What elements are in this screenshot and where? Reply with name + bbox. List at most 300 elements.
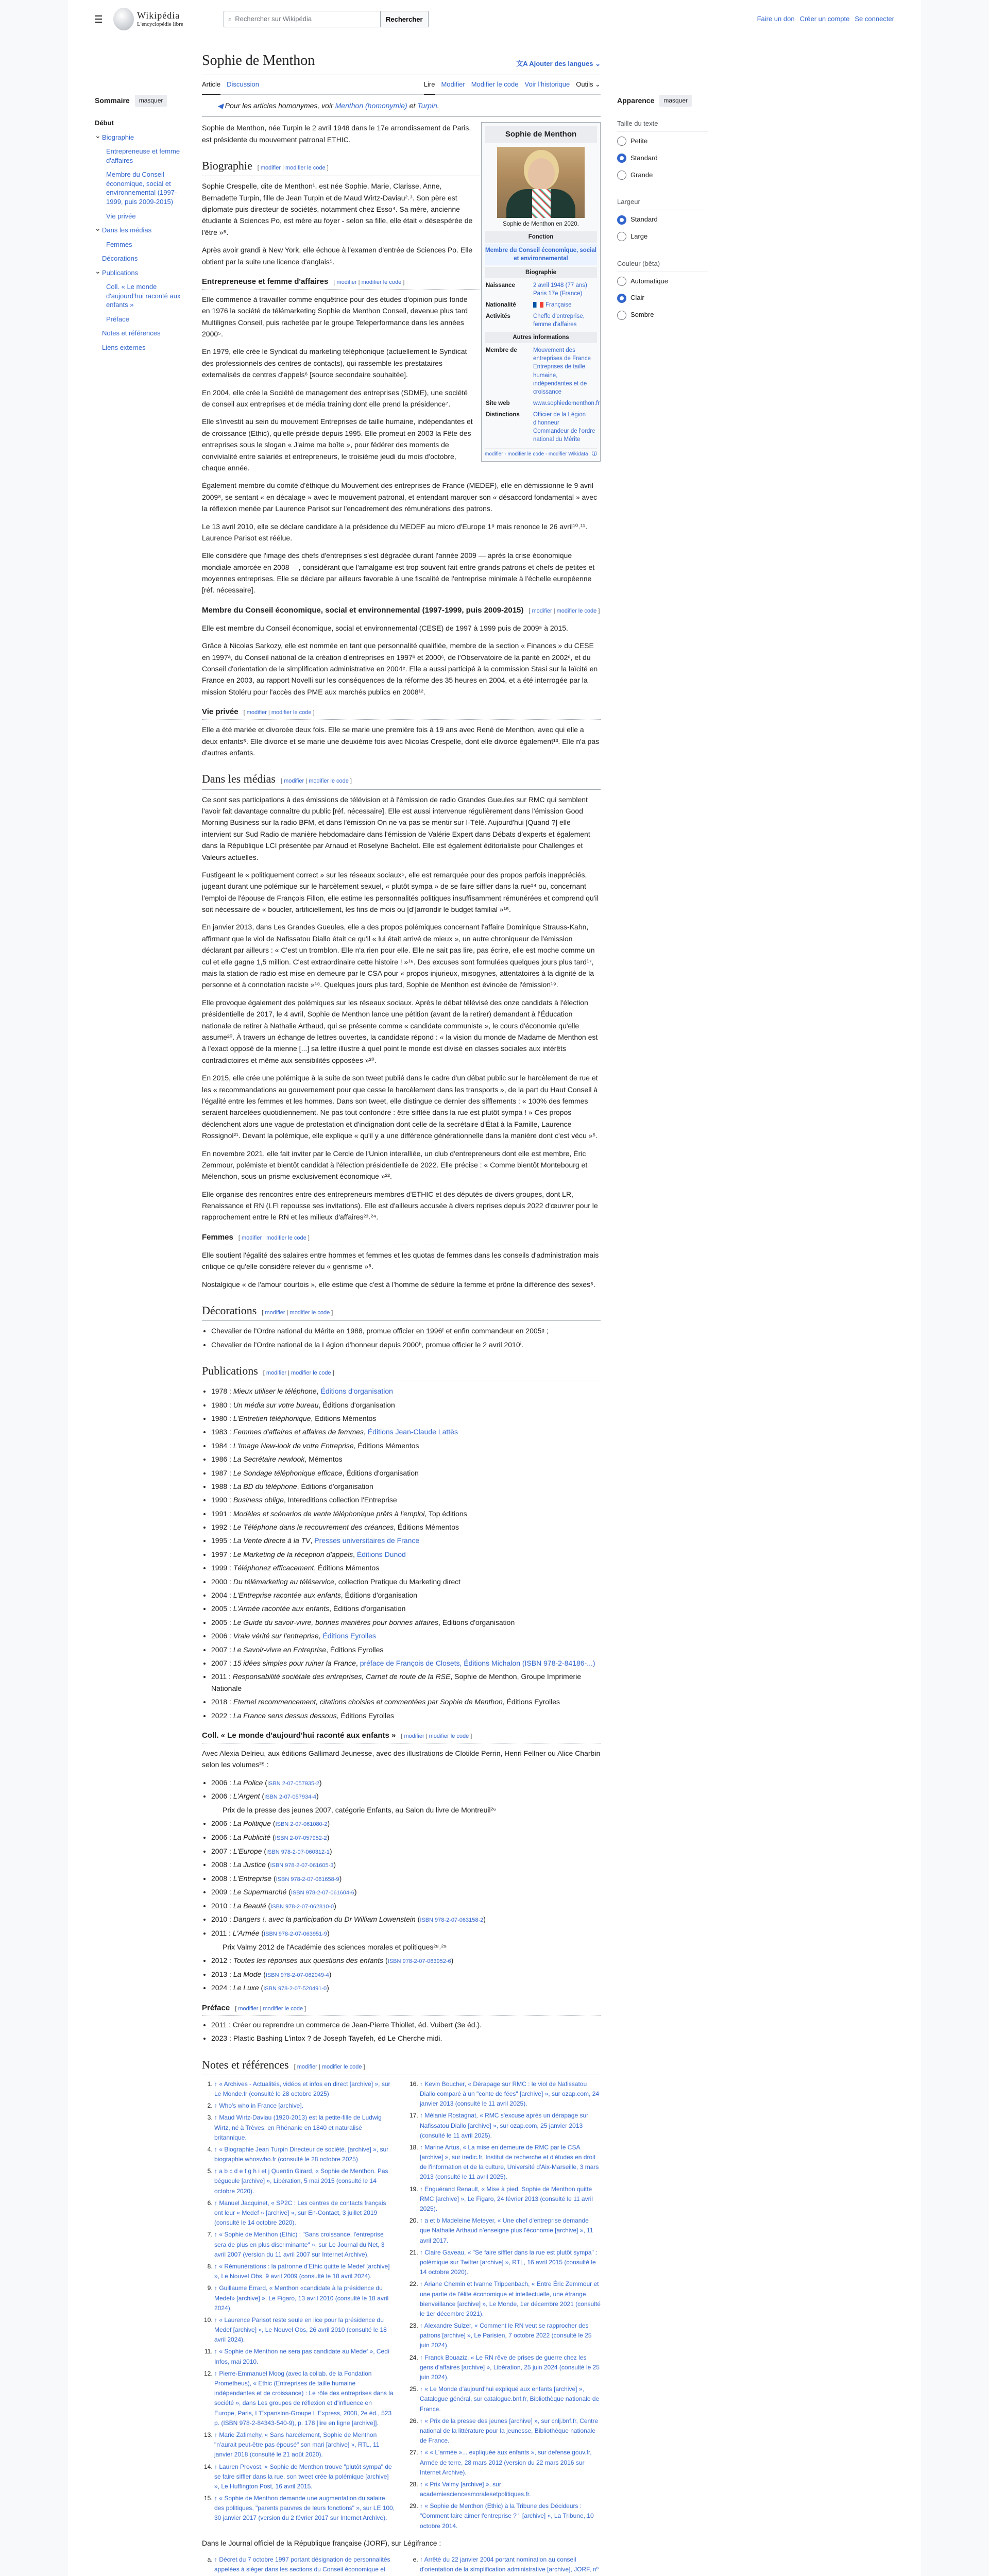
toc-link[interactable]: Publications bbox=[102, 268, 139, 277]
infobox-row bbox=[485, 409, 597, 445]
publication-item: • 1990 : Business oblige, Intereditions collection l'Entreprise bbox=[211, 1494, 601, 1505]
reference-item bbox=[420, 2448, 601, 2478]
references-list bbox=[202, 2555, 601, 2576]
isbn-link[interactable]: ISBN 978-2-07-063952-6 bbox=[387, 1958, 451, 1965]
infobox-value-link[interactable]: www.sophiedementhon.fr bbox=[533, 400, 600, 406]
radio-label: Standard bbox=[630, 154, 658, 162]
book-title: Toutes les réponses aux questions des enfants bbox=[233, 1956, 384, 1965]
publication-title: Le Savoir-vivre en Entreprise bbox=[233, 1645, 327, 1654]
portrait-photo[interactable] bbox=[497, 147, 585, 218]
edit-link[interactable]: modifier bbox=[284, 778, 304, 785]
edit-link[interactable]: modifier bbox=[265, 1310, 285, 1316]
collection-item: • 2008 : L'Entreprise (ISBN 978-2-07-061658-9) bbox=[211, 1873, 601, 1885]
isbn-link[interactable]: ISBN 2-07-057952-2 bbox=[275, 1835, 327, 1841]
edit-source-link[interactable]: modifier le code bbox=[291, 1370, 331, 1376]
publication-item: • 2005 : L'Armée racontée aux enfants, Éditions d'organisation bbox=[211, 1603, 601, 1614]
login-link[interactable]: Se connecter bbox=[855, 14, 894, 23]
main-menu-icon[interactable] bbox=[95, 15, 105, 23]
toc-link[interactable]: Vie privée bbox=[106, 212, 136, 220]
reference-link[interactable]: ↑ Lauren Provost, « Sophie de Menthon trouve "plutôt sympa" de se faire siffler dans la rue, son tweet crée la polémique [archive] », Le Huffington Post, 16 avril 2015. bbox=[214, 2463, 392, 2490]
appearance-group-label: Couleur (bêta) bbox=[617, 259, 708, 272]
reference-link[interactable]: ↑ « Sophie de Menthon (Ethic) : "Sans croissance, l'entreprise sera de plus en plus discriminante" », sur Le Journal du Net, 3 avril 2007 (version du 11 avril 2007 sur Internet Archive). bbox=[214, 2231, 385, 2258]
reference-link[interactable]: ↑ « Sophie de Menthon demande une augmentation du salaire des politiques, "parents pauvres de leurs fonctions" », sur LE 100, 30 janvier 2017 (version du 2 février 2017 sur Internet Archive). bbox=[214, 2495, 395, 2522]
publication-item: • 2022 : La France sens dessus dessous, Éditions Eyrolles bbox=[211, 1710, 601, 1721]
reference-link[interactable]: ↑ Maud Wirtz-Daviau (1920-2013) est la petite-fille de Ludwig Wirtz, né à Trèves, en Rhénanie en 1840 et naturalisé britannique. bbox=[214, 2114, 382, 2141]
appearance-option[interactable] bbox=[617, 170, 708, 181]
publication-publisher[interactable]: Éditions Jean-Claude Lattès bbox=[367, 1428, 458, 1436]
radio-button[interactable] bbox=[617, 294, 626, 303]
homonymie-link[interactable]: Menthon (homonymie) bbox=[335, 101, 407, 110]
tab-edit-source[interactable]: Modifier le code bbox=[471, 80, 519, 88]
publication-publisher: collection Pratique du Marketing direct bbox=[338, 1577, 461, 1586]
section-edit-links: [ modifier | modifier le code ] bbox=[263, 1370, 334, 1376]
publication-title: La Vente directe à la TV bbox=[233, 1536, 311, 1545]
edit-source-link[interactable]: modifier le code bbox=[289, 1310, 330, 1316]
edit-link[interactable]: modifier bbox=[266, 1370, 287, 1376]
paragraph: Elle commence à travailler comme enquêtrice pour des études d'opinion puis fonde en 1976 la société de télémarketing Sophie de Menthon Conseil, devenue plus tard Multilignes Conseil, puis rachetée par le groupe Teleperformance dans les années 2000⁵. bbox=[202, 295, 468, 338]
edit-source-link[interactable]: modifier le code bbox=[556, 607, 597, 614]
edit-source-link[interactable]: modifier le code bbox=[263, 2005, 303, 2012]
reference-link[interactable]: ↑ a b c d e f g h i et j Quentin Girard, « Sophie de Menthon. Pas bégueule [archive] », Libération, 5 mai 2015 (consulté le 14 octobre 2020). bbox=[214, 2167, 388, 2195]
reference-item bbox=[420, 2353, 601, 2383]
add-languages-button[interactable]: 文A Ajouter des langues ⌄ bbox=[516, 60, 601, 67]
reference-item bbox=[214, 2198, 395, 2228]
reference-link[interactable]: ↑ « Prix Valmy [archive] », sur academiesciencesmoralesetpolitiques.fr. bbox=[420, 2480, 531, 2498]
tab-edit[interactable]: Modifier bbox=[441, 80, 465, 88]
book-title: L'Argent bbox=[233, 1792, 260, 1801]
book-title: Le Supermarché bbox=[233, 1888, 287, 1896]
radio-label: Grande bbox=[630, 171, 653, 179]
publication-item: • 2005 : Le Guide du savoir-vivre, bonnes manières pour bonnes affaires, Éditions d'organisation bbox=[211, 1617, 601, 1628]
publication-item: • 1995 : La Vente directe à la TV, Presses universitaires de France bbox=[211, 1535, 601, 1546]
publication-item: • 1980 : Un média sur votre bureau, Éditions d'organisation bbox=[211, 1399, 601, 1411]
logo-title: Wikipédia bbox=[137, 10, 180, 21]
donate-link[interactable]: Faire un don bbox=[757, 14, 795, 23]
toc-item[interactable] bbox=[95, 268, 185, 278]
edit-link[interactable]: modifier bbox=[336, 279, 357, 285]
reference-link[interactable]: ↑ Claire Gaveau, « "Se faire siffler dans la rue est plutôt sympa" : polémique sur Twitter [archive] », RTL, 16 avril 2015 (consulté le 14 octobre 2020). bbox=[420, 2248, 598, 2276]
infobox-key: Membre de bbox=[486, 347, 517, 354]
section-heading-text: Entrepreneuse et femme d'affaires bbox=[202, 277, 329, 286]
disambiguation-icon: ◀ bbox=[217, 101, 225, 110]
infobox-value[interactable] bbox=[533, 312, 596, 329]
publication-item: • 2006 : Vraie vérité sur l'entreprise, Éditions Eyrolles bbox=[211, 1630, 601, 1641]
publication-publisher: Sophie de Menthon, Groupe Imprimerie Nationale bbox=[211, 1672, 582, 1692]
infobox-key: Nationalité bbox=[486, 301, 516, 308]
toc-hide-button[interactable]: masquer bbox=[135, 95, 167, 107]
reference-item bbox=[214, 2430, 395, 2460]
publication-item: • 1983 : Femmes d'affaires et affaires de femmes, Éditions Jean-Claude Lattès bbox=[211, 1426, 601, 1437]
heading-vie-privee bbox=[202, 706, 601, 720]
heading-preface bbox=[202, 2002, 601, 2016]
toc-item[interactable] bbox=[95, 282, 185, 310]
infobox-value-link[interactable]: Paris 17e (France) bbox=[533, 290, 583, 297]
reference-link[interactable]: ↑ « « L'armée »... expliquée aux enfants », sur defense.gouv.fr, Armée de terre, 28 mars 2012 (version du 22 mars 2016 sur Internet Archive). bbox=[420, 2449, 592, 2476]
reference-item bbox=[420, 2216, 601, 2246]
book-title: La Mode bbox=[233, 1970, 262, 1978]
toc-item[interactable] bbox=[95, 240, 185, 249]
edit-link[interactable]: modifier bbox=[532, 607, 552, 614]
section-edit-links: [ modifier | modifier le code ] bbox=[528, 607, 600, 614]
publication-title: La Secrétaire newlook bbox=[233, 1455, 305, 1464]
book-title: Dangers !, avec la participation du Dr William Lowenstein bbox=[233, 1915, 416, 1924]
edit-source-link[interactable]: modifier le code bbox=[266, 1234, 306, 1241]
turpin-link[interactable]: Turpin bbox=[417, 101, 437, 110]
publication-item: • 2007 : 15 idées simples pour ruiner la France, préface de François de Closets, Éditions Michalon (ISBN 978-2-84186-...) bbox=[211, 1657, 601, 1669]
edit-source-link[interactable]: modifier le code bbox=[321, 2063, 362, 2070]
edit-link[interactable]: modifier bbox=[297, 2063, 317, 2070]
radio-button[interactable] bbox=[617, 311, 626, 320]
isbn-link[interactable]: ISBN 978-2-07-063158-2 bbox=[420, 1917, 484, 1924]
publication-title: Du télémarketing au téléservice bbox=[233, 1577, 334, 1586]
appearance-hide-button[interactable]: masquer bbox=[659, 95, 692, 107]
publication-item: • 1980 : L'Entretien téléphonique, Éditions Mémentos bbox=[211, 1413, 601, 1424]
appearance-title: Apparence bbox=[617, 96, 655, 105]
preface-item: • 2011 : Créer ou reprendre un commerce de Jean-Pierre Thiollet, éd. Vuibert (3e éd.). bbox=[211, 2019, 601, 2030]
edit-link[interactable]: modifier bbox=[242, 1234, 262, 1241]
radio-button[interactable] bbox=[617, 154, 626, 163]
publication-item: • 1992 : Le Téléphone dans le recouvrement des créances, Éditions Mémentos bbox=[211, 1521, 601, 1533]
infobox-value[interactable] bbox=[533, 301, 572, 309]
reference-item bbox=[420, 2184, 601, 2214]
section-edit-links: [ modifier | modifier le code ] bbox=[401, 1733, 472, 1739]
publication-title: L'Image New-look de votre Entreprise bbox=[233, 1441, 354, 1450]
paragraph: En 1979, elle crée le Syndicat du marketing téléphonique (actuellement le Syndicat des professionnels des centres de contacts), qui rassemble les prestataires externalisés de centres d'appels⁶ [source secondaire souhaitée]. bbox=[202, 347, 467, 379]
paragraph: Elle organise des rencontres entre des entrepreneurs membres d'ETHIC et des députés de divers groupes, dont LR, Renaissance et RN (LFI repousse ses invitations). Elle est d'ailleurs accusée à divers reprises depuis 2022 d'œuvrer pour le rapprochement entre le RN et les milieux d'affaires²³˒²⁴. bbox=[202, 1190, 598, 1222]
appearance-option[interactable] bbox=[617, 293, 708, 303]
radio-button[interactable] bbox=[617, 137, 626, 146]
toc-link[interactable]: Dans les médias bbox=[102, 226, 152, 234]
infobox-value-link[interactable]: Française bbox=[545, 301, 572, 308]
tab-read[interactable]: Lire bbox=[424, 75, 435, 94]
appearance-option[interactable] bbox=[617, 231, 708, 242]
paragraph: En novembre 2021, elle fait inviter par le Cercle de l'Union interalliée, un club d'entrepreneurs dont elle est membre, Éric Zemmour, polémiste et bientôt candidat à l'élection présidentielle de 2022. Elle précise : « Comme bientôt Montebourg et Mélenchon, sous un prisme exclusivement économique »²². bbox=[202, 1149, 588, 1181]
toc-link[interactable]: Femmes bbox=[106, 240, 132, 248]
reference-item bbox=[420, 2111, 601, 2141]
paragraph: En janvier 2013, dans Les Grandes Gueules, elle a des propos polémiques concernant l'affaire Dominique Strauss-Kahn, affirmant que le viol de Nafissatou Diallo était ce qu'il « lui était arrivé de mieux », un autre chroniqueur de l'émission déclarant par ailleurs : « C'est un tromblon. Elle n'a rien pour elle. Elle ne sait pas lire, pas écrire, elle est moche comme un cul et elle gagne 1,5 million. C'est extraordinaire cette histoire ! »¹⁶. Des excuses sont formulées quelques jours plus tard¹⁷, mais la station de radio est mise en demeure par le CSA pour « propos injurieux, misogynes, attentatoires à la dignité de la personne et à connotation raciste »¹⁸. Quelques jours plus tard, Sophie de Menthon est évincée de l'émission¹⁹. bbox=[202, 923, 595, 989]
wikipedia-logo[interactable] bbox=[113, 8, 221, 30]
paragraph: Fustigeant le « politiquement correct » sur les réseaux sociaux⁵, elle est remarquée pour des propos parfois inappréciés, jugeant durant une polémique sur le harcèlement sexuel, « plutôt sympa » de se faire siffler dans la rue¹⁴ ou, concernant l'emploi de l'épouse de François Fillon, elle estime les personnalités politiques insuffisamment rémunérées et comprend qu'il soit nécessaire de « boucler, artificiellement, les fins de mois ou [d']arrondir le budget familial »¹⁵. bbox=[202, 870, 599, 914]
toc-item[interactable] bbox=[95, 254, 185, 263]
section-edit-links: [ modifier | modifier le code ] bbox=[294, 2063, 365, 2070]
toc-link[interactable]: Début bbox=[95, 119, 114, 127]
reference-item bbox=[214, 2369, 395, 2428]
publication-publisher: Mémentos bbox=[309, 1455, 343, 1464]
reference-item bbox=[214, 2494, 395, 2523]
reference-link[interactable]: ↑ « Sophie de Menthon (Ethic) à la Tribune des Décideurs : "Comment faire aimer l'entreprise ? " [archive] », La Tribune, 10 octobre 2014. bbox=[420, 2502, 594, 2530]
book-title: La Beauté bbox=[233, 1901, 266, 1910]
reference-item bbox=[214, 2079, 395, 2099]
isbn-link[interactable]: ISBN 978-2-07-520491-0 bbox=[263, 1986, 327, 1992]
reference-item bbox=[214, 2262, 395, 2281]
infobox-row bbox=[485, 280, 597, 299]
infobox-value[interactable] bbox=[533, 399, 600, 408]
toc-item[interactable] bbox=[95, 118, 185, 128]
toc-link[interactable]: Coll. « Le monde d'aujourd'hui raconté aux enfants » bbox=[106, 283, 181, 309]
article-sections bbox=[202, 157, 601, 2576]
publication-item: • 1999 : Téléphonez efficacement, Éditions Mémentos bbox=[211, 1562, 601, 1573]
edit-source-link[interactable]: modifier le code bbox=[361, 279, 402, 285]
publication-title: Modèles et scénarios de vente téléphonique prêts à l'emploi bbox=[233, 1509, 425, 1518]
search-button[interactable]: Rechercher bbox=[380, 11, 429, 27]
toc-list bbox=[95, 118, 185, 352]
reference-link[interactable]: ↑ Alexandre Sulzer, « Comment le RN veut se rapprocher des patrons [archive] », Le Parisien, 7 octobre 2022 (consulté le 25 juin 2024). bbox=[420, 2322, 592, 2349]
publication-title: Mieux utiliser le téléphone bbox=[233, 1387, 317, 1396]
toc-item[interactable] bbox=[95, 133, 185, 142]
info-icon[interactable]: ⓘ bbox=[592, 451, 597, 457]
infobox-value-link[interactable]: Commandeur de l'ordre national du Mérite bbox=[533, 428, 595, 443]
edit-source-link[interactable]: modifier le code bbox=[271, 709, 312, 716]
section-edit-links: [ modifier | modifier le code ] bbox=[243, 709, 315, 716]
publication-title: Un média sur votre bureau bbox=[233, 1400, 319, 1409]
references-column bbox=[214, 2555, 395, 2576]
infobox-value-link[interactable]: Cheffe d'entreprise, femme d'affaires bbox=[533, 313, 585, 328]
toc-link[interactable]: Décorations bbox=[102, 255, 138, 263]
publication-title: Le Guide du savoir-vivre, bonnes manières pour bonnes affaires bbox=[233, 1618, 439, 1626]
infobox-other-rows bbox=[485, 345, 600, 445]
publication-publisher[interactable]: Éditions Dunod bbox=[356, 1550, 406, 1558]
appearance-option[interactable] bbox=[617, 214, 708, 225]
toc-link[interactable]: Liens externes bbox=[102, 344, 146, 352]
create-account-link[interactable]: Créer un compte bbox=[799, 14, 850, 23]
toc-link[interactable]: Entrepreneuse et femme d'affaires bbox=[106, 147, 180, 164]
toc-item[interactable] bbox=[95, 226, 185, 235]
reference-link[interactable]: ↑ a et b Madeleine Meteyer, « Une chef d'entreprise demande que Nathalie Arthaud n'enseigne plus l'économie [archive] », 11 avril 2017. bbox=[420, 2217, 593, 2244]
decoration-item: • Chevalier de l'Ordre national de la Légion d'honneur depuis 2000ʰ, promue officier le 2 avril 2010ⁱ. bbox=[211, 1339, 601, 1350]
appearance-option[interactable] bbox=[617, 276, 708, 287]
reference-link[interactable]: ↑ « Prix de la presse des jeunes [archive] », sur cnlj.bnf.fr, Centre national de la littérature pour la jeunesse, Bibliothèque nationale de France. bbox=[420, 2417, 599, 2445]
jorf-intro: Dans le Journal officiel de la République française (JORF), sur Légifrance : bbox=[202, 2538, 441, 2547]
paragraph: Elle a été mariée et divorcée deux fois. Elle se marie une première fois à 19 ans avec René de Menthon, avec qui elle a deux enfants⁵. Elle divorce et se marie une deuxième fois avec Nicolas Crespelle, dont elle divorce également¹³. Elle n'a pas d'autres enfants. bbox=[202, 725, 600, 757]
page-tabs bbox=[202, 75, 601, 95]
reference-item bbox=[420, 2555, 601, 2576]
publication-publisher: Éditions d'organisation bbox=[345, 1591, 417, 1600]
publication-title: Responsabilité sociétale des entreprises, Carnet de route de la RSE bbox=[232, 1672, 451, 1681]
tab-article[interactable]: Article bbox=[202, 75, 220, 94]
tab-discussion[interactable]: Discussion bbox=[227, 80, 259, 88]
radio-label: Sombre bbox=[630, 311, 654, 319]
publication-publisher: Éditions Eyrolles bbox=[340, 1711, 394, 1720]
infobox-value[interactable] bbox=[533, 346, 596, 396]
infobox-value-link[interactable]: Entreprises de taille humaine, indépendantes et de croissance bbox=[533, 364, 587, 395]
publication-title: Le Marketing de la réception d'appels bbox=[233, 1550, 353, 1558]
reference-link[interactable]: ↑ « Rémunérations : la patronne d'Ethic quitte le Medef [archive] », Le Nouvel Obs, 9 avril 2009 (consulté le 18 avril 2024). bbox=[214, 2262, 390, 2280]
publication-item: • 1978 : Mieux utiliser le téléphone, Éditions d'organisation bbox=[211, 1385, 601, 1397]
paragraph: Ce sont ses participations à des émissions de télévision et à l'émission de radio Grandes Gueules sur RMC qui semblent l'avoir fait davantage connaître du public [réf. nécessaire]. Elle est aussi intervenue régulièrement dans l'émission Good Morning Business sur la radio BFM, et dans l'émission On ne va pas se mentir sur I-Télé. Aujourd'hui [Quand ?] elle intervient sur Sud Radio de manière hebdomadaire dans l'émission de Valérie Expert dans Débats d'experts et également dans la République LCI présentée par Arnaud et Roselyne Bachelot. Elle est également éditorialiste pour Challenges et Valeurs actuelles. bbox=[202, 795, 590, 861]
paragraph: En 2004, elle crée la Société de management des entreprises (SDME), une société de conseil aux entreprises et de média training dont elle prend la présidence⁷. bbox=[202, 388, 468, 409]
publication-title: Le Téléphone dans le recouvrement des créances bbox=[233, 1523, 394, 1532]
tools-menu[interactable]: Outils ⌄ bbox=[576, 80, 601, 88]
reference-item bbox=[420, 2279, 601, 2319]
publication-item: • 1986 : La Secrétaire newlook, Mémentos bbox=[211, 1453, 601, 1465]
toc-item[interactable] bbox=[95, 343, 185, 352]
appearance-option[interactable] bbox=[617, 153, 708, 164]
publication-publisher: Intereditions collection l'Entreprise bbox=[287, 1496, 397, 1504]
reference-link[interactable]: ↑ Enguérand Renault, « Mise à pied, Sophie de Menthon quitte RMC [archive] », Le Figaro, 24 février 2013 (consulté le 11 avril 2025). bbox=[420, 2185, 593, 2213]
radio-label: Automatique bbox=[630, 277, 668, 285]
toc-link[interactable]: Membre du Conseil économique, social et environnemental (1997-1999, puis 2009-2015) bbox=[106, 171, 177, 206]
isbn-link[interactable]: ISBN 978-2-07-062049-4 bbox=[265, 1972, 329, 1978]
section-heading-text: Femmes bbox=[202, 1232, 233, 1242]
publication-item: • 2004 : L'Entreprise racontée aux enfants, Éditions d'organisation bbox=[211, 1589, 601, 1601]
infobox-header-fonction: Fonction bbox=[485, 231, 597, 243]
infobox-key: Naissance bbox=[486, 282, 515, 289]
reference-link[interactable]: ↑ Guillaume Errard, « Menthon «candidate à la présidence du Medef» [archive] », Le Figaro, 13 avril 2010 (consulté le 18 avril 2024). bbox=[214, 2284, 389, 2312]
edit-link[interactable]: modifier bbox=[246, 709, 267, 716]
radio-button[interactable] bbox=[617, 277, 626, 286]
reference-link[interactable]: ↑ « Biographie Jean Turpin Directeur de société. [archive] », sur biographie.whoswho.fr (consulté le 28 octobre 2025) bbox=[214, 2145, 389, 2163]
reference-link[interactable]: ↑ Pierre-Emmanuel Moog (avec la collab. de la Fondation Prometheus), « Ethic (Entreprises de taille humaine indépendantes et de croissance) : Le rôle des entreprises dans la société », dans Les groupes de réflexion et d'influence en Europe, Paris, L'Expansion-Groupe L'Express, 2008, 2e éd., 523 p. (ISBN 978-2-84343-540-9), p. 178 [lire en ligne [archive]]. bbox=[214, 2369, 394, 2427]
isbn-link[interactable]: ISBN 2-07-061080-2 bbox=[275, 1821, 328, 1828]
infobox-row bbox=[485, 311, 597, 330]
section-heading-text: Vie privée bbox=[202, 707, 238, 717]
toc-item[interactable] bbox=[95, 212, 185, 221]
infobox-value-link[interactable]: Officier de la Légion d'honneur bbox=[533, 411, 586, 426]
paragraph: Elle s'investit au sein du mouvement Entreprises de taille humaine, indépendantes et de croissance (Ethic), qu'elle préside depuis 1995. Elle promeut en 2003 la Fête des entreprises sous le slogan « J'aime ma boîte », pour fédérer des moments de convivialité entre salariés et entrepreneurs, le troisième jeudi du mois d'octobre, chaque année. bbox=[202, 417, 473, 472]
publication-item: • 1997 : Le Marketing de la réception d'appels, Éditions Dunod bbox=[211, 1549, 601, 1560]
appearance-option[interactable] bbox=[617, 136, 708, 147]
heading-medias bbox=[202, 770, 601, 789]
section-edit-links: [ modifier | modifier le code ] bbox=[333, 279, 405, 285]
publication-publisher[interactable]: préface de François de Closets, Éditions Michalon (ISBN 978-2-84186-...) bbox=[360, 1659, 595, 1667]
publication-title: La BD du téléphone bbox=[233, 1482, 297, 1490]
infobox-row bbox=[485, 345, 597, 398]
toc-item[interactable] bbox=[95, 147, 185, 165]
heading-notes bbox=[202, 2056, 601, 2075]
reference-link[interactable]: ↑ Mélanie Rostagnat, « RMC s'excuse après un dérapage sur Nafissatou Diallo [archive] », sur ozap.com, 25 janvier 2013 (consulté le 11 avril 2025). bbox=[420, 2112, 589, 2139]
edit-source-link[interactable]: modifier le code bbox=[429, 1733, 469, 1739]
photo-caption: Sophie de Menthon en 2020. bbox=[503, 221, 579, 228]
publications-list bbox=[211, 1385, 601, 1721]
translate-icon: 文A bbox=[516, 60, 530, 67]
toc-item[interactable] bbox=[95, 329, 185, 338]
publication-publisher: Éditions Mémentos bbox=[315, 1414, 377, 1422]
radio-button[interactable] bbox=[617, 171, 626, 180]
edit-link[interactable]: modifier bbox=[238, 2005, 259, 2012]
reference-link[interactable]: ↑ Ariane Chemin et Ivanne Trippenbach, « Entre Éric Zemmour et une partie de l'élite économique et intellectuelle, une étrange bienveillance [archive] », Le Monde, 1er décembre 2021 (consulté le 1er décembre 2021). bbox=[420, 2280, 601, 2317]
infobox-fonction-link[interactable]: Membre du Conseil économique, social et environnemental bbox=[485, 244, 597, 265]
isbn-link[interactable]: ISBN 978-2-07-060312-1 bbox=[266, 1849, 330, 1855]
book-title: L'Entreprise bbox=[233, 1874, 272, 1883]
edit-link[interactable]: modifier bbox=[260, 164, 281, 171]
edit-source-link[interactable]: modifier le code bbox=[309, 778, 349, 785]
book-title: L'Armée bbox=[232, 1929, 260, 1938]
infobox-value[interactable] bbox=[533, 411, 596, 444]
reference-item bbox=[420, 2143, 601, 2182]
article-body bbox=[202, 95, 601, 2576]
radio-button[interactable] bbox=[617, 215, 626, 225]
page bbox=[68, 0, 921, 2576]
appearance-panel bbox=[617, 38, 708, 2576]
reference-link[interactable]: ↑ Marie Zafimehy, « Sans harcèlement, Sophie de Menthon "n'aurait peut-être pas épousé" son mari [archive] », RTL, 11 janvier 2018 (consulté le 21 août 2020). bbox=[214, 2431, 380, 2459]
tab-history[interactable]: Voir l'historique bbox=[524, 80, 570, 88]
isbn-link[interactable]: ISBN 2-07-057935-2 bbox=[267, 1780, 319, 1787]
publication-publisher[interactable]: Éditions Eyrolles bbox=[322, 1632, 376, 1640]
reference-link[interactable]: ↑ Who's who in France [archive]. bbox=[214, 2102, 304, 2110]
infobox-row bbox=[485, 398, 600, 409]
reference-item bbox=[214, 2101, 395, 2111]
radio-button[interactable] bbox=[617, 232, 626, 241]
publication-publisher: Éditions d'organisation bbox=[301, 1482, 373, 1490]
edit-source-link[interactable]: modifier le code bbox=[285, 164, 326, 171]
reference-link[interactable]: ↑ « Archives - Actualités, vidéos et infos en direct [archive] », sur Le Monde.fr (consulté le 28 octobre 2025) bbox=[214, 2080, 390, 2097]
infobox-row bbox=[485, 299, 597, 311]
publication-publisher[interactable]: Presses universitaires de France bbox=[314, 1536, 420, 1545]
reference-link[interactable]: ↑ Kevin Boucher, « Dérapage sur RMC : le viol de Nafissatou Diallo comparé à un "conte de fées" [archive] », sur ozap.com, 24 janvier 2013 (consulté le 11 avril 2025). bbox=[420, 2080, 600, 2108]
reference-link[interactable]: ↑ Marine Artus, « La mise en demeure de RMC par le CSA [archive] », sur iredic.fr, Institut de recherche et d'études en droit de l'information et de la culture, Université d'Aix-Marseille, 3 mars 2013 (consulté le 11 avril 2025). bbox=[420, 2143, 599, 2181]
reference-item bbox=[214, 2462, 395, 2492]
isbn-link[interactable]: ISBN 2-07-057934-4 bbox=[264, 1794, 317, 1801]
publication-item: • 2000 : Du télémarketing au téléservice, collection Pratique du Marketing direct bbox=[211, 1576, 601, 1587]
infobox-value-link[interactable]: Mouvement des entreprises de France bbox=[533, 347, 591, 362]
user-links bbox=[757, 14, 894, 25]
reference-item bbox=[214, 2555, 395, 2576]
search-input[interactable] bbox=[224, 11, 380, 27]
isbn-link[interactable]: ISBN 978-2-07-061604-6 bbox=[291, 1890, 354, 1896]
appearance-option[interactable] bbox=[617, 310, 708, 320]
reference-link[interactable]: ↑ Manuel Jacquinet, « SP2C : Les centres de contacts français ont leur « Medef » [archive] », sur En-Contact, 3 juillet 2019 (consulté le 14 octobre 2020). bbox=[214, 2199, 386, 2227]
award-note: Prix de la presse des jeunes 2007, catégorie Enfants, au Salon du livre de Montreuil²⁶ bbox=[223, 1805, 497, 1814]
edit-link[interactable]: modifier bbox=[404, 1733, 424, 1739]
reference-link[interactable]: ↑ Décret du 7 octobre 1997 portant désignation de personnalités appelées à siéger dans les sections du Conseil économique et bbox=[214, 2556, 390, 2573]
radio-label: Petite bbox=[630, 137, 648, 145]
section-heading-text: Biographie bbox=[202, 159, 252, 172]
wikipedia-globe-icon bbox=[113, 8, 134, 30]
reference-link[interactable]: ↑ Franck Bouaziz, « Le RN rêve de prises de guerre chez les gens d'affaires [archive] », Libération, 25 juin 2024 (consulté le 25 juin 2024). bbox=[420, 2353, 600, 2381]
toc-link[interactable]: Préface bbox=[106, 315, 129, 323]
section-heading-text: Notes et références bbox=[202, 2058, 289, 2071]
infobox-value[interactable] bbox=[533, 281, 587, 298]
isbn-link[interactable]: ISBN 978-2-07-061658-9 bbox=[276, 1876, 339, 1883]
book-title: La Publicité bbox=[233, 1833, 271, 1841]
isbn-link[interactable]: ISBN 978-2-07-062810-0 bbox=[270, 1903, 334, 1910]
publication-title: Business oblige bbox=[233, 1496, 284, 1504]
toc-link[interactable]: Notes et références bbox=[102, 329, 161, 337]
publication-title: Vraie vérité sur l'entreprise bbox=[233, 1632, 319, 1640]
infobox-title: Sophie de Menthon bbox=[485, 126, 597, 143]
lead-paragraph: Sophie de Menthon, née Turpin le 2 avril 1948 dans le 17e arrondissement de Paris, est présidente du mouvement patronal ETHIC. bbox=[202, 124, 471, 144]
references-column bbox=[420, 2079, 601, 2533]
infobox-value-link[interactable]: 2 avril 1948 (77 ans) bbox=[533, 282, 587, 289]
isbn-link[interactable]: ISBN 978-2-07-061605-3 bbox=[270, 1862, 334, 1869]
preface-list bbox=[211, 2019, 601, 2044]
paragraph: Elle soutient l'égalité des salaires entre hommes et femmes et les quotas de femmes dans les conseils d'administration mais critique ce qu'elle considère relever du « genrisme »⁵. bbox=[202, 1250, 599, 1271]
toc-item[interactable] bbox=[95, 315, 185, 324]
publication-title: Eternel recommencement, citations choisies et commentées par Sophie de Menthon bbox=[233, 1698, 503, 1706]
search-placeholder: Rechercher sur Wikipédia bbox=[235, 14, 312, 23]
references-column bbox=[420, 2555, 601, 2576]
book-title: Le Luxe bbox=[233, 1984, 259, 1992]
toc-title: Sommaire bbox=[95, 96, 130, 105]
reference-link[interactable]: ↑ « Sophie de Menthon ne sera pas candidate au Medef », Cedi Infos, mai 2010. bbox=[214, 2348, 389, 2365]
toc-link[interactable]: Biographie bbox=[102, 133, 134, 141]
logo-subtitle: L'encyclopédie libre bbox=[137, 21, 183, 27]
reference-link[interactable]: ↑ Arrêté du 22 janvier 2004 portant nomination au conseil d'orientation de la simplification administrative [archive], JORF, nº bbox=[420, 2556, 599, 2573]
search-form bbox=[224, 11, 429, 27]
isbn-link[interactable]: ISBN 978-2-07-063951-9 bbox=[264, 1931, 327, 1938]
reference-item bbox=[420, 2321, 601, 2351]
reference-link[interactable]: ↑ « Laurence Parisot reste seule en lice pour la présidence du Medef [archive] », Le Nouvel Obs, 26 avril 2010 (consulté le 18 avril 2024). bbox=[214, 2316, 387, 2344]
reference-link[interactable]: ↑ « Le Monde d'aujourd'hui expliqué aux enfants [archive] », Catalogue général, sur catalogue.bnf.fr, Bibliothèque nationale de France. bbox=[420, 2385, 600, 2413]
toc-item[interactable] bbox=[95, 170, 185, 206]
reference-item bbox=[420, 2416, 601, 2446]
section-heading-text: Publications bbox=[202, 1364, 258, 1377]
paragraph: En 2015, elle crée une polémique à la suite de son tweet publié dans le cadre d'un débat public sur le harcèlement de rue et les « recommandations au gouvernement pour que cesse le harcèlement dans les transports », de la part du Haut Conseil à l'égalité entre les femmes et les hommes. Dans son tweet, elle distingue ce dernier des sifflements : « 100% des femmes seraient harcelées quotidiennement. Ne pas tout confondre : être sifflée dans la rue est plutôt sympa ! » Ces propos déclenchent alors une vague de protestation et d'indignation dont celle de la secrétaire d'État à la Famille, Laurence Rossignol²¹. Devant la polémique, elle explique « qu'il y a une différence générationnelle dans la manière dont c'est vécu »⁵. bbox=[202, 1074, 598, 1140]
reference-item bbox=[420, 2079, 601, 2109]
radio-label: Clair bbox=[630, 294, 644, 302]
infobox-edit-links[interactable]: modifier - modifier le code - modifier Wikidata bbox=[485, 451, 588, 457]
publication-publisher[interactable]: Éditions d'organisation bbox=[320, 1387, 393, 1396]
